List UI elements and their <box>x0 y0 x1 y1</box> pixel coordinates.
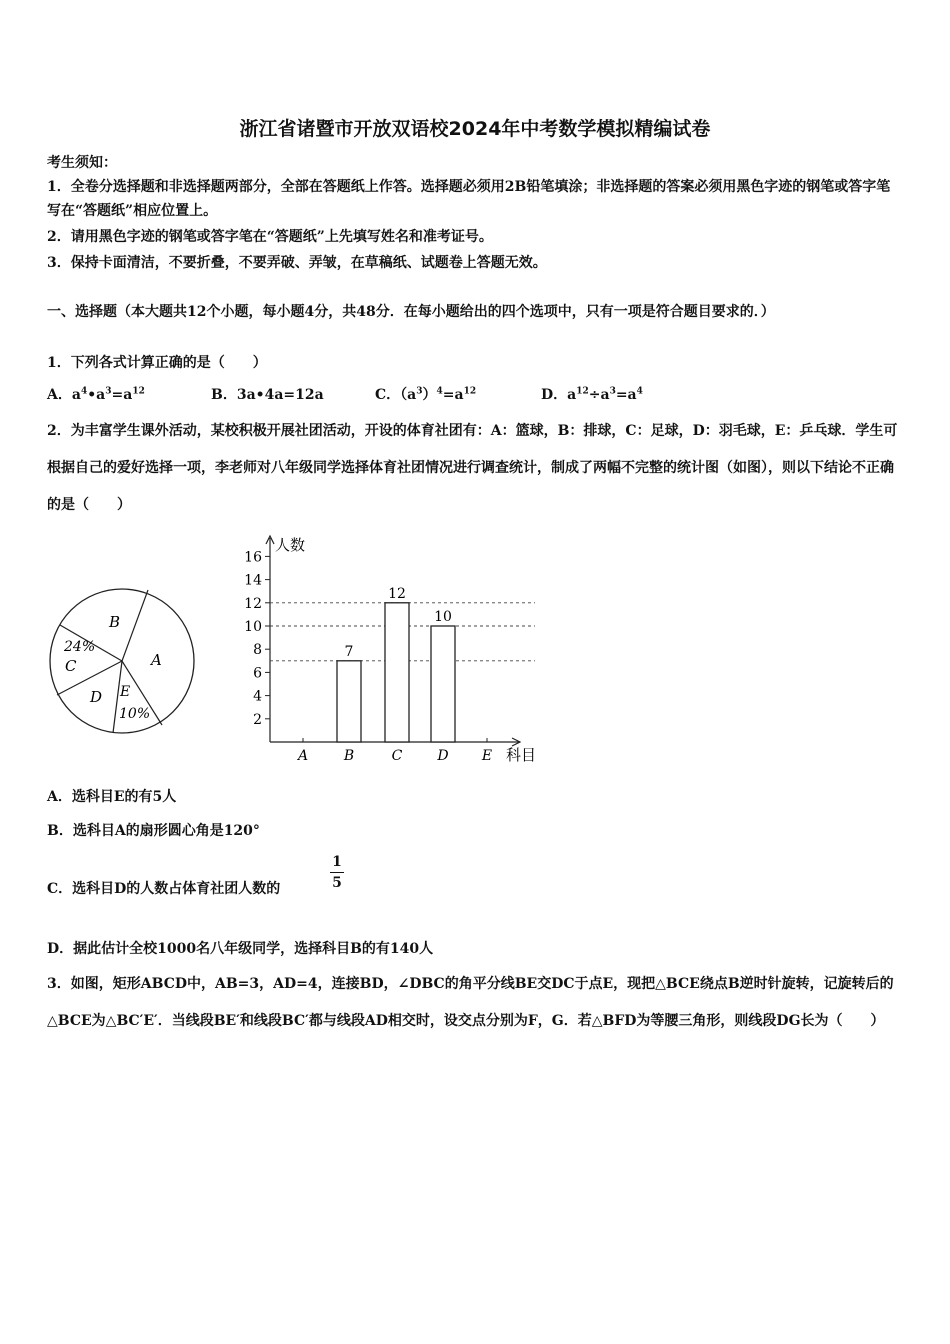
x-tick-label-a: A <box>297 748 309 764</box>
notice-item-2: 2．请用黑色字迹的钢笔或答字笔在“答题纸”上先填写姓名和准考证号。 <box>47 229 493 245</box>
q1-stem: 1．下列各式计算正确的是（ ） <box>47 355 267 371</box>
bar-value-label-b: 7 <box>344 643 354 660</box>
y-tick-label: 2 <box>253 711 262 728</box>
q2-option-d: D．据此估计全校1000名八年级同学，选择科目B的有140人 <box>47 941 434 957</box>
y-tick-label: 8 <box>253 642 262 659</box>
x-tick-label-b: B <box>343 748 355 764</box>
x-tick-label-d: D <box>437 748 449 764</box>
q1-option-c: C．$(a^3)^4=a^{12}$ <box>375 386 477 403</box>
bar-b <box>337 661 361 742</box>
fraction-numerator: 1 <box>330 852 344 873</box>
q3-stem: 3．如图，矩形ABCD中，AB=3，AD=4，连接BD，∠DBC的角平分线BE交DC于点E，现把△BCE绕点B逆时针旋转，记旋转后的△BCE为△BC′E′．当线段BE′和线段BC′都与线段AD相交时，设交点分别为F，G．若△BFD为等腰三角形，则线段DG长为（ ） <box>47 976 894 1029</box>
pie-pct-e: 10% <box>119 706 151 722</box>
pie-label-c: C <box>65 657 77 675</box>
q2-option-a: A．选科目E的有5人 <box>47 789 177 805</box>
notice-heading: 考生须知： <box>47 155 117 171</box>
y-tick-label: 14 <box>244 572 262 589</box>
q2-option-c-fraction <box>330 852 344 893</box>
q2-option-b: B．选科目A的扇形圆心角是120° <box>47 823 260 839</box>
x-tick-label-e: E <box>481 748 493 764</box>
notice-item-1: 1．全卷分选择题和非选择题两部分，全部在答题纸上作答。选择题必须用2B铅笔填涂；非选择题的答案必须用黑色字迹的钢笔或答字笔写在“答题纸”相应位置上。 <box>47 179 891 219</box>
pie-divider-ab <box>122 590 148 661</box>
y-tick-label: 4 <box>253 688 262 705</box>
pie-label-d: D <box>90 688 103 706</box>
pie-pct-c: 24% <box>64 639 96 655</box>
q2-option-c: C．选科目D的人数占体育社团人数的 <box>47 881 281 897</box>
q1-option-d: D．$a^{12}\div a^3=a^4$ <box>541 386 643 403</box>
bar-x-label: 科目 <box>506 746 537 764</box>
section-heading: 一、选择题（本大题共12个小题，每小题4分，共48分．在每小题给出的四个选项中，只有一项是符合题目要求的．） <box>47 304 775 320</box>
bar-value-label-c: 12 <box>388 585 406 602</box>
q2-stem: 2．为丰富学生课外活动，某校积极开展社团活动，开设的体育社团有：A：篮球，B：排球，C：足球，D：羽毛球，E：乒乓球．学生可根据自己的爱好选择一项，李老师对八年级同学选择体育社团情况进行调查统计，制成了两幅不完整的统计图（如图），则以下结论不正确的是（ ） <box>47 423 898 513</box>
bar-y-label: 人数 <box>275 536 306 554</box>
pie-label-e: E <box>120 684 131 700</box>
y-tick-label: 10 <box>244 619 262 635</box>
bar-chart <box>235 528 545 768</box>
pie-label-b: B <box>109 613 121 631</box>
bar-value-label-d: 10 <box>434 609 452 625</box>
y-tick-label: 6 <box>253 665 262 682</box>
bar-d <box>431 626 455 742</box>
y-tick-label: 12 <box>244 595 262 612</box>
fraction-denominator: 5 <box>332 875 342 891</box>
notice-item-3: 3．保持卡面清洁，不要折叠，不要弄破、弄皱，在草稿纸、试题卷上答题无效。 <box>47 255 547 271</box>
pie-chart <box>45 585 200 740</box>
y-tick-label: 16 <box>244 549 262 566</box>
exam-title: 浙江省诸暨市开放双语校2024年中考数学模拟精编试卷 <box>239 118 711 140</box>
q1-option-a: A．$a^4•a^3=a^{12}$ <box>47 386 145 403</box>
x-tick-label-c: C <box>391 748 403 764</box>
pie-label-a: A <box>151 651 162 669</box>
bar-c <box>385 603 409 742</box>
q1-option-b: B．3a•4a=12a <box>211 387 324 403</box>
